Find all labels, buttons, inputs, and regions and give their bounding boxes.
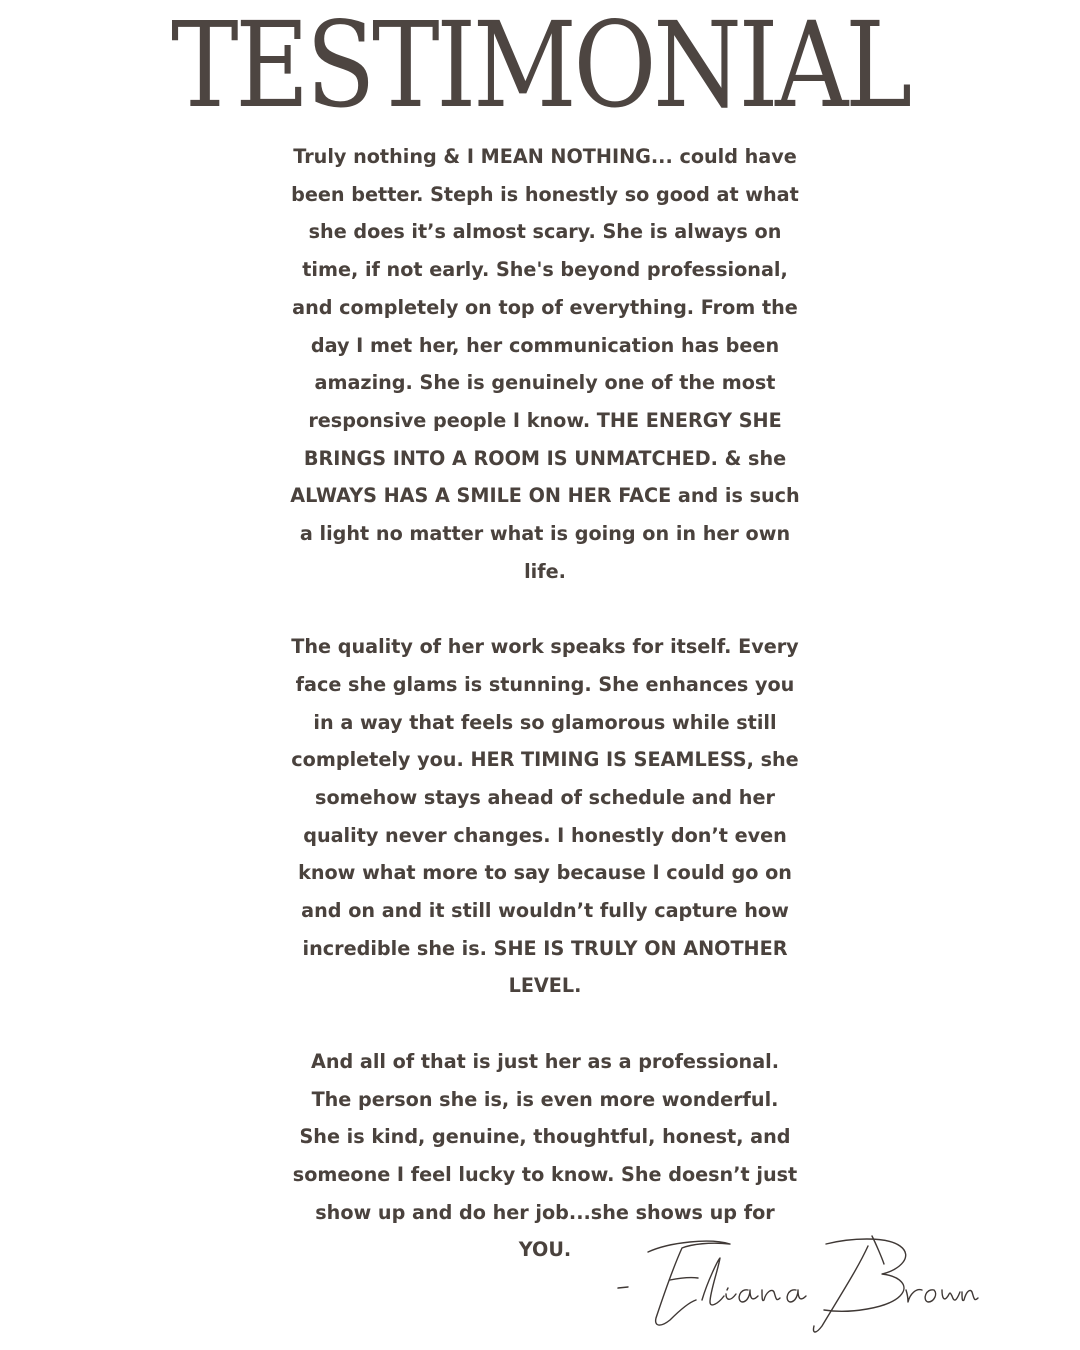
testimonial-paragraph-1: Truly nothing & I MEAN NOTHING... could have been better. Steph is honestly so good at what she does it’s almost scary. She is always on time, if not early. She's beyond professional, and completely on top of everything. From the day I met her, her communication has been amazing. She is genuinely one of the most responsive people I know. THE ENERGY SHE BRINGS INTO A ROOM IS UNMATCHED. & she ALWAYS HAS A SMILE ON HER FACE and is such a light no matter what is going on in her own life. <box>290 145 800 583</box>
testimonial-paragraph-3: And all of that is just her as a professional. The person she is, is even more wonderful. She is kind, genuine, thoughtful, honest, and someone I feel lucky to know. She doesn’t just show up and do her job...she shows up for YOU. <box>292 1049 798 1262</box>
signature <box>600 1230 980 1340</box>
page-title: TESTIMONIAL <box>171 0 909 134</box>
testimonial-paragraph-2: The quality of her work speaks for itself. Every face she glams is stunning. She enhances you in a way that feels so glamorous while still completely you. HER TIMING IS SEAMLESS, she somehow stays ahead of schedule and her quality never changes. I honestly don’t even know what more to say because I could go on and on and it still wouldn’t fully capture how incredible she is. SHE IS TRULY ON ANOTHER LEVEL. <box>291 635 799 998</box>
signature-script-icon <box>600 1230 980 1340</box>
testimonial-body <box>290 138 800 1269</box>
